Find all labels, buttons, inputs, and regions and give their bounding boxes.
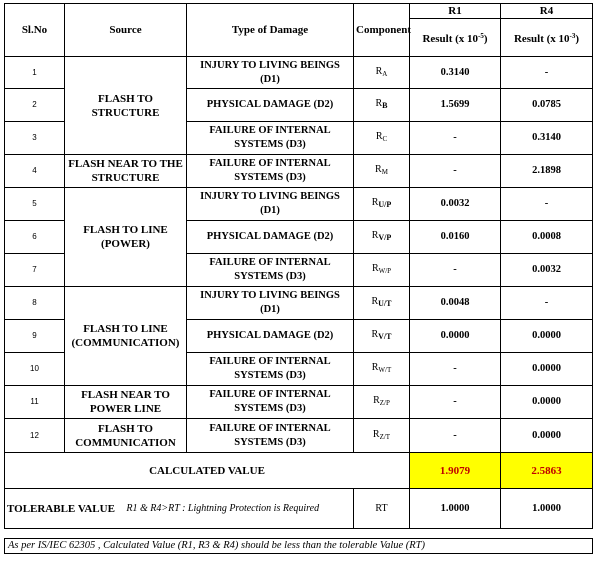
result-label: Result (x 10 [513,33,570,45]
row-damage: FAILURE OF INTERNAL SYSTEMS (D3) [187,386,354,419]
row-r4: 0.3140 [501,122,593,155]
row-component [354,419,410,453]
row-component [354,353,410,386]
source-flash-near-power-line: FLASH NEAR TO POWER LINE [65,386,187,419]
component-main: R [371,263,379,274]
row-r4: - [501,188,593,221]
row-r1: 0.3140 [410,57,501,89]
row-damage: INJURY TO LIVING BEINGS (D1) [187,287,354,320]
row-r1: 0.0032 [410,188,501,221]
source-flash-near-structure: FLASH NEAR TO THE STRUCTURE [65,155,187,188]
row-component [354,188,410,221]
table-row [5,287,593,320]
row-damage: FAILURE OF INTERNAL SYSTEMS (D3) [187,419,354,453]
result-close: ) [483,33,488,45]
row-r4: 0.0785 [501,89,593,122]
calculated-row [5,453,593,489]
tolerable-r4: 1.0000 [501,489,593,529]
component-sub: V/T [378,332,392,341]
component-sub: V/P [378,233,392,242]
row-r4: 0.0032 [501,254,593,287]
table-row [5,188,593,221]
row-r4: 0.0000 [501,320,593,353]
component-sub: M [381,168,388,176]
component-sub: U/P [378,200,392,209]
component-sub: Z/P [379,399,390,407]
header-r4: R4 [501,4,593,19]
row-r1: 1.5699 [410,89,501,122]
component-sub: B [382,101,388,110]
row-r4: 0.0000 [501,353,593,386]
row-component [354,221,410,254]
component-main: R [371,296,379,307]
row-sl: 5 [5,188,65,221]
row-sl: 7 [5,254,65,287]
result-close: ) [575,33,580,45]
header-r1-result [410,19,501,57]
result-exponent: -3 [569,32,576,40]
row-component [354,57,410,89]
row-sl: 3 [5,122,65,155]
row-component [354,122,410,155]
row-r4: 0.0000 [501,419,593,453]
row-damage: PHYSICAL DAMAGE (D2) [187,89,354,122]
row-damage: FAILURE OF INTERNAL SYSTEMS (D3) [187,155,354,188]
header-r1: R1 [410,4,501,19]
row-r1: - [410,155,501,188]
row-component [354,320,410,353]
component-sub: W/P [378,267,392,275]
calculated-r1: 1.9079 [410,453,501,489]
row-sl: 9 [5,320,65,353]
row-r4: 0.0000 [501,386,593,419]
component-main: R [375,131,383,142]
row-damage: FAILURE OF INTERNAL SYSTEMS (D3) [187,122,354,155]
row-sl: 11 [5,386,65,419]
row-r1: - [410,386,501,419]
header-r4-result [501,19,593,57]
row-sl: 1 [5,57,65,89]
row-sl: 12 [5,419,65,453]
component-sub: C [382,135,388,143]
row-damage: PHYSICAL DAMAGE (D2) [187,320,354,353]
source-flash-to-structure: FLASH TO STRUCTURE [65,57,187,155]
row-r1: - [410,122,501,155]
table-row [5,155,593,188]
row-r4: 0.0008 [501,221,593,254]
table-row [5,386,593,419]
row-r1: 0.0000 [410,320,501,353]
calculated-r4: 2.5863 [501,453,593,489]
component-main: R [371,230,379,241]
table-row [5,419,593,453]
component-main: R [371,362,379,373]
row-sl: 10 [5,353,65,386]
component-main: R [375,164,382,175]
row-r4: 2.1898 [501,155,593,188]
header-source: Source [65,4,187,57]
component-sub: W/T [378,366,392,374]
result-exponent: -5 [478,32,484,40]
row-r1: - [410,254,501,287]
footnote: As per IS/IEC 62305 , Calculated Value (R1, R3 & R4) should be less than the tolerable Value (RT) [4,538,593,554]
row-damage: FAILURE OF INTERNAL SYSTEMS (D3) [187,254,354,287]
row-component [354,386,410,419]
row-sl: 4 [5,155,65,188]
row-component [354,155,410,188]
component-main: R [373,395,380,406]
row-damage: INJURY TO LIVING BEINGS (D1) [187,188,354,221]
row-sl: 2 [5,89,65,122]
source-flash-to-line-communication: FLASH TO LINE (COMMUNICATION) [65,287,187,386]
tolerable-component: RT [354,489,410,529]
row-r4: - [501,57,593,89]
source-flash-to-communication: FLASH TO COMMUNICATION [65,419,187,453]
row-r1: - [410,419,501,453]
component-main: R [375,98,383,109]
row-damage: INJURY TO LIVING BEINGS (D1) [187,57,354,89]
row-r1: - [410,353,501,386]
tolerable-label: TOLERABLE VALUE [5,489,65,529]
tolerable-note: R1 & R4>RT : Lightning Protection is Required [65,489,354,529]
row-damage: PHYSICAL DAMAGE (D2) [187,221,354,254]
row-component [354,89,410,122]
calculated-label: CALCULATED VALUE [5,453,410,489]
header-component: Component [354,4,410,57]
table-row [5,57,593,89]
tolerable-r1: 1.0000 [410,489,501,529]
row-r1: 0.0160 [410,221,501,254]
row-r4: - [501,287,593,320]
component-main: R [371,329,379,340]
header-slno: Sl.No [5,4,65,57]
row-sl: 6 [5,221,65,254]
row-damage: FAILURE OF INTERNAL SYSTEMS (D3) [187,353,354,386]
component-main: R [372,428,380,440]
row-component [354,254,410,287]
result-label: Result (x 10 [422,33,479,45]
component-main: R [371,197,379,208]
row-r1: 0.0048 [410,287,501,320]
component-main: R [375,65,383,77]
header-damage: Type of Damage [187,4,354,57]
component-sub: Z/T [379,432,391,441]
component-sub: U/T [378,299,392,308]
risk-assessment-table [4,3,593,529]
row-sl: 8 [5,287,65,320]
row-component [354,287,410,320]
source-flash-to-line-power: FLASH TO LINE (POWER) [65,188,187,287]
tolerable-row [5,489,593,529]
component-sub: A [382,69,388,78]
